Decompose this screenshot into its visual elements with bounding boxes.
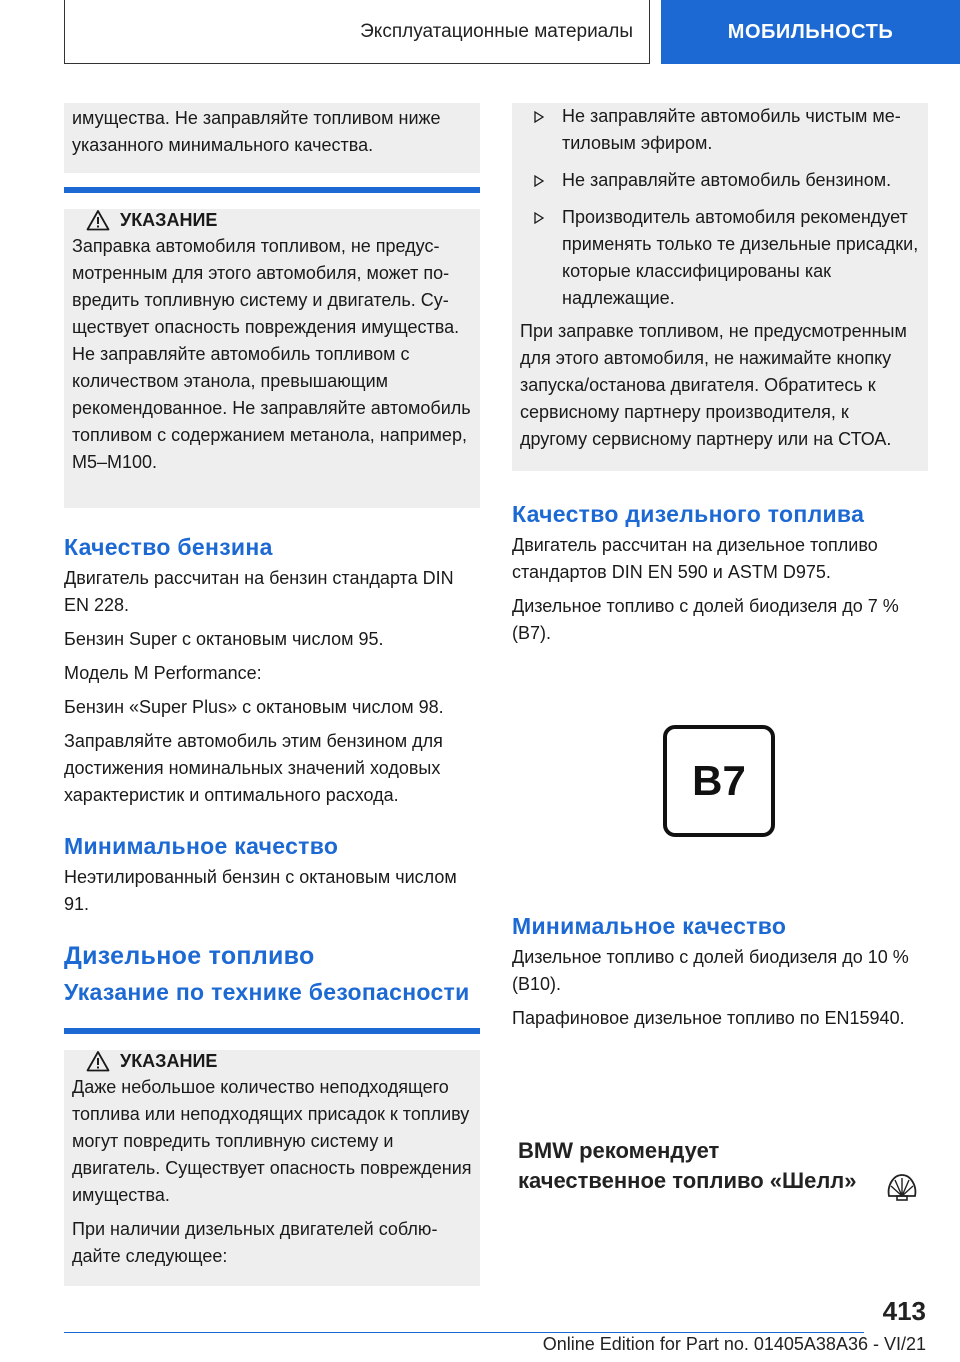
warning-box xyxy=(64,209,480,508)
warning-triangle-icon xyxy=(86,1050,110,1072)
b7-fuel-label xyxy=(663,725,775,837)
bullet-text: Производитель автомобиля рекомендует применять только те дизельные присадки, которые классифицированы как надлежащие. xyxy=(562,207,919,308)
list-item xyxy=(520,167,920,194)
warning-triangle-icon xyxy=(86,209,110,231)
bullet-text: Не заправляйте автомобиль чистым метиловым эфиром. xyxy=(562,106,901,153)
warning2-divider xyxy=(64,1028,480,1034)
chapter-title: МОБИЛЬНОСТЬ xyxy=(727,20,894,43)
petrol-quality-p5: Заправляйте автомобиль этим бензином для достижения номинальных значений ходовых характеристик и оптимального расхода. xyxy=(64,731,443,805)
safety-heading: Указание по технике безопасности xyxy=(64,979,470,1005)
footer-edition: Online Edition for Part no. 01405A38A36 - VI/21 xyxy=(542,1334,926,1354)
warning-action-text: При заправке топливом, не предусмотренным для этого автомобиля, не нажимайте кнопку запуска/останова двигателя. Обратитесь к сервисному партнеру производителя, к другому сервисному партнеру или на СТОА. xyxy=(520,321,907,449)
diesel-quality-heading: Качество дизельного топлива xyxy=(512,501,865,527)
list-item xyxy=(520,204,920,312)
ad-line-2: качественное топливо «Шелл» xyxy=(518,1168,857,1193)
warning-divider xyxy=(64,187,480,193)
warning2-p1: Даже небольшое количество неподходящего топлива или неподходящих присадок к топливу могут повредить топливную систему и двигатель. Существует опасность повреждения имущества. xyxy=(72,1077,472,1205)
diesel-quality-p2: Дизельное топливо с долей биодизеля до 7 % (B7). xyxy=(512,596,899,643)
triangle-bullet-icon xyxy=(534,212,544,224)
bullet-text: Не заправляйте автомобиль бензином. xyxy=(562,170,892,190)
ad-line-1: BMW рекомендует xyxy=(518,1138,720,1163)
header-section-title xyxy=(64,0,650,64)
warning2-box xyxy=(64,1050,480,1286)
diesel-min-quality-p1: Дизельное топливо с долей биодизеля до 10 % (B10). xyxy=(512,947,909,994)
diesel-heading: Дизельное топливо xyxy=(64,942,315,970)
warning-continued-box xyxy=(512,103,928,471)
petrol-min-quality-heading: Минимальное качество xyxy=(64,833,339,859)
petrol-min-quality-p1: Неэтилированный бензин с октановым числом 91. xyxy=(64,867,457,914)
bullet-list xyxy=(520,103,920,312)
diesel-min-quality-p2: Парафиновое дизельное топливо по EN15940. xyxy=(512,1008,905,1028)
shell-logo-icon xyxy=(886,1172,918,1202)
footer-rule xyxy=(64,1332,864,1333)
warning2-title xyxy=(72,1050,472,1072)
b7-label-text: B7 xyxy=(692,757,746,804)
continued-text: имущества. Не заправляйте топливом ниже указанного минимального качества. xyxy=(72,108,441,155)
triangle-bullet-icon xyxy=(534,111,544,123)
page-number: 413 xyxy=(882,1296,926,1326)
left-column xyxy=(64,103,480,1286)
warning2-title-text: УКАЗАНИЕ xyxy=(120,1050,218,1071)
diesel-quality-p1: Двигатель рассчитан на дизельное топливо стандартов DIN EN 590 и ASTM D975. xyxy=(512,535,878,582)
petrol-quality-p4: Бензин «Super Plus» с октановым числом 98. xyxy=(64,697,444,717)
petrol-quality-p3: Модель M Performance: xyxy=(64,663,262,683)
right-column xyxy=(512,103,928,1196)
petrol-quality-heading: Качество бензина xyxy=(64,534,273,560)
warning-title xyxy=(72,209,472,231)
section-title: Эксплуатационные материалы xyxy=(360,20,633,42)
petrol-quality-p2: Бензин Super с октановым числом 95. xyxy=(64,629,384,649)
warning-text: Заправка автомобиля топливом, не предусмотренным для этого автомобиля, может повредить топливную систему и двигатель. Существует опасность повреждения имущества. Не заправляйте автомобиль топливом с количеством этанола, превышающим рекомендованное. Не заправляйте автомобиль топливом с содержанием метанола, например, M5–M100. xyxy=(72,236,471,472)
diesel-min-quality-heading: Минимальное качество xyxy=(512,913,787,939)
warning2-p2: При наличии дизельных двигателей соблюдайте следующее: xyxy=(72,1219,438,1266)
shell-recommendation xyxy=(518,1136,928,1196)
petrol-quality-p1: Двигатель рассчитан на бензин стандарта DIN EN 228. xyxy=(64,568,454,615)
header-chapter-tab[interactable] xyxy=(661,0,960,64)
continued-box xyxy=(64,103,480,173)
list-item xyxy=(520,103,920,157)
warning-title-text: УКАЗАНИЕ xyxy=(120,209,218,230)
triangle-bullet-icon xyxy=(534,175,544,187)
